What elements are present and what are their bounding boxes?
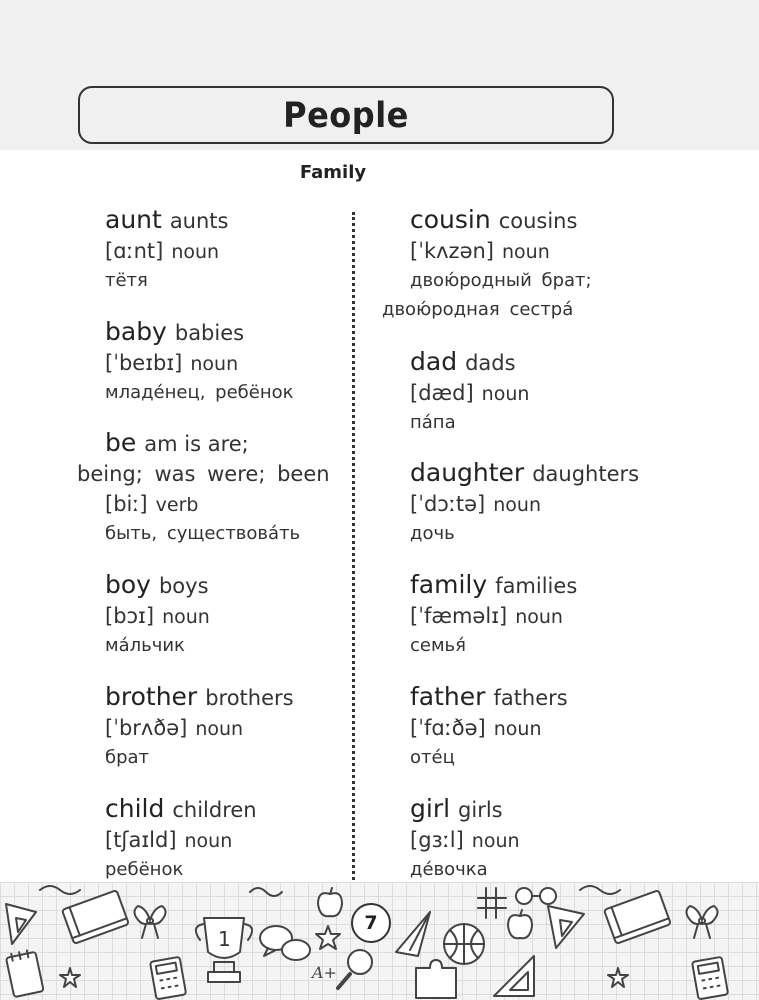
part-of-speech: noun	[502, 241, 550, 263]
inflections: am is are;	[144, 432, 249, 456]
inflections: families	[495, 574, 578, 598]
headword: family	[410, 570, 488, 599]
star-icon	[316, 926, 340, 949]
calculator-icon	[150, 957, 186, 1000]
headword: girl	[410, 794, 451, 823]
bow-icon	[134, 906, 165, 938]
inflections: girls	[458, 798, 503, 822]
transcription: [ˈfɑːðə]	[410, 716, 486, 740]
star-icon	[608, 968, 628, 987]
translation: ма́льчик	[105, 635, 185, 656]
transcription: [ɑːnt]	[105, 239, 164, 263]
headword: brother	[105, 682, 198, 711]
inflections: dads	[465, 351, 516, 375]
translation: двою́родный брат;	[410, 270, 592, 291]
translation: тётя	[105, 270, 148, 291]
translation: семья́	[410, 635, 466, 656]
magnifier-icon	[338, 950, 372, 988]
headword: daughter	[410, 458, 525, 487]
glasses-icon	[516, 888, 556, 904]
headword: boy	[105, 570, 151, 599]
transcription: [bɔɪ]	[105, 604, 155, 628]
page-number: 7	[351, 903, 391, 943]
page-title: People	[283, 94, 409, 136]
part-of-speech: noun	[162, 606, 210, 628]
transcription: [ˈfæməlɪ]	[410, 604, 508, 628]
transcription: [ˈbrʌðə]	[105, 716, 188, 740]
translation: младе́нец, ребёнок	[105, 382, 294, 403]
transcription: [dæd]	[410, 381, 474, 405]
part-of-speech: noun	[493, 718, 542, 740]
paper-plane-icon	[396, 912, 430, 956]
headword: cousin	[410, 205, 491, 234]
headword: baby	[105, 317, 167, 346]
headword: aunt	[105, 205, 162, 234]
translation: брат	[105, 747, 150, 768]
transcription: [biː]	[105, 492, 148, 516]
transcription: [ˈdɔːtə]	[410, 492, 486, 516]
inflections: daughters	[532, 462, 640, 486]
part-of-speech: noun	[515, 606, 563, 628]
translation: па́па	[410, 412, 456, 433]
part-of-speech: noun	[195, 718, 244, 740]
basketball-icon	[444, 924, 484, 964]
puzzle-icon	[416, 960, 456, 998]
inflections: babies	[174, 321, 245, 345]
headword: father	[410, 682, 486, 711]
translation: дочь	[410, 523, 455, 544]
part-of-speech: noun	[184, 830, 233, 852]
doodle-text: 1	[218, 927, 231, 951]
trophy-icon	[196, 918, 252, 982]
headword: be	[105, 428, 137, 457]
transcription: [gɜːl]	[410, 828, 464, 852]
part-of-speech: noun	[171, 241, 220, 263]
part-of-speech: verb	[155, 494, 199, 516]
section-subtitle: Family	[299, 162, 367, 183]
ruler-icon	[494, 956, 534, 996]
book-icon	[62, 890, 129, 944]
inflections: children	[172, 798, 257, 822]
translation-continued: двою́родная сестра́	[382, 299, 574, 320]
transcription: [ˈbeɪbɪ]	[105, 351, 183, 375]
inflections: cousins	[498, 209, 578, 233]
part-of-speech: noun	[493, 494, 542, 516]
headword: child	[105, 794, 165, 823]
inflections: fathers	[493, 686, 568, 710]
calculator-icon	[692, 957, 728, 1000]
bow-icon	[686, 906, 717, 938]
book-icon	[604, 890, 671, 944]
star-icon	[60, 968, 80, 987]
inflections: boys	[158, 574, 209, 598]
part-of-speech: noun	[190, 353, 239, 375]
headword: dad	[410, 347, 458, 376]
column-divider	[352, 212, 355, 880]
inflections: brothers	[205, 686, 294, 710]
transcription: [ˈkʌzən]	[410, 239, 494, 263]
inflections-continued: being; was were; been	[77, 462, 330, 486]
translation: быть, существова́ть	[105, 523, 301, 544]
doodle-text: A+	[312, 963, 337, 982]
tic-tac-toe-icon	[478, 888, 506, 918]
transcription: [tʃaɪld]	[105, 828, 177, 852]
apple-icon	[318, 888, 342, 916]
page-title-box	[78, 86, 614, 144]
apple-icon	[508, 910, 532, 938]
ruler-icon	[548, 906, 584, 948]
notebook-icon	[5, 949, 43, 997]
translation: оте́ц	[410, 747, 455, 768]
speech-bubbles-icon	[260, 926, 310, 960]
translation: де́вочка	[410, 859, 488, 880]
translation: ребёнок	[105, 859, 184, 880]
ruler-icon	[6, 904, 36, 944]
part-of-speech: noun	[481, 383, 530, 405]
part-of-speech: noun	[471, 830, 520, 852]
inflections: aunts	[169, 209, 229, 233]
